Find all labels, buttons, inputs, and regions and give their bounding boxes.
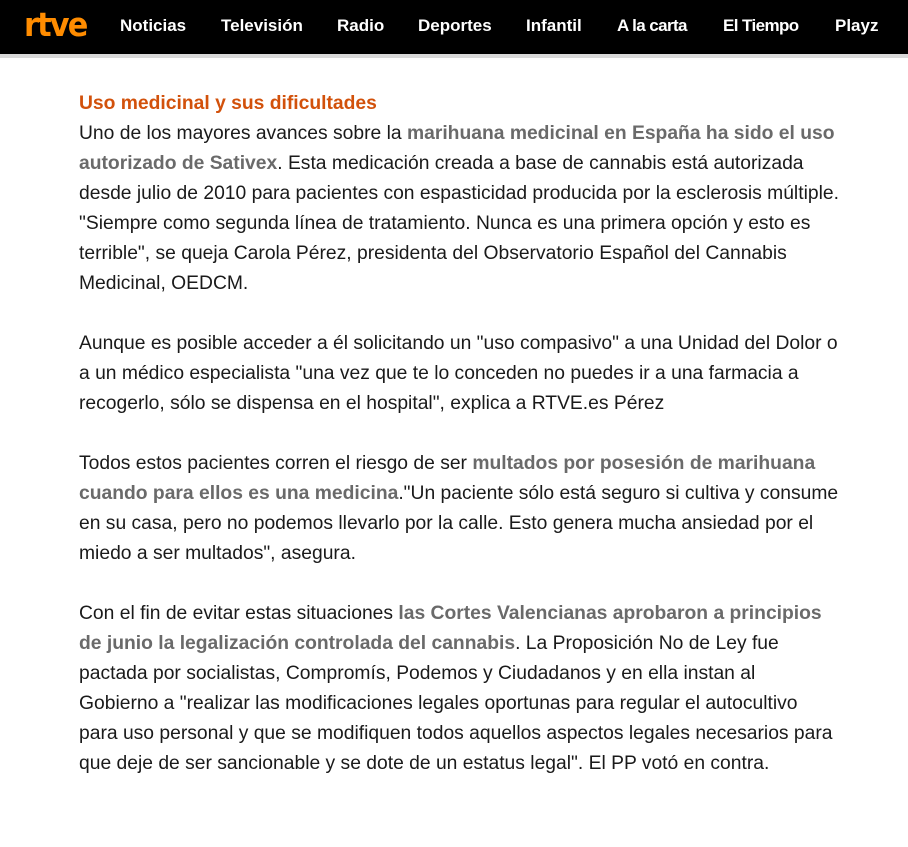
nav-item-playz[interactable]: Playz — [835, 16, 879, 35]
paragraph-cortes-valencianas — [79, 599, 839, 779]
nav-item-el-tiempo[interactable]: El Tiempo — [723, 16, 799, 35]
article-body — [79, 88, 839, 779]
nav-item-a-la-carta[interactable]: A la carta — [617, 16, 687, 35]
top-navigation-bar — [0, 0, 908, 58]
link-marihuana-medicinal[interactable]: marihuana medicinal en España ha sido el uso autorizado de Sativex — [79, 123, 835, 174]
nav-item-television[interactable]: Televisión — [221, 16, 303, 35]
rtve-logo[interactable]: rtve — [24, 5, 87, 44]
nav-item-deportes[interactable]: Deportes — [418, 16, 492, 35]
link-multados-posesion[interactable]: multados por posesión de marihuana cuando para ellos es una medicina — [79, 453, 816, 504]
paragraph-sativex — [79, 119, 839, 299]
paragraph-text: Con el fin de evitar estas situaciones — [79, 603, 399, 624]
nav-item-infantil[interactable]: Infantil — [526, 16, 582, 35]
paragraph-text: Uno de los mayores avances sobre la — [79, 123, 407, 144]
paragraph-text: Todos estos pacientes corren el riesgo de ser — [79, 453, 473, 474]
main-nav — [0, 0, 908, 54]
nav-item-radio[interactable]: Radio — [337, 16, 385, 35]
section-heading: Uso medicinal y sus dificultades — [79, 93, 377, 114]
paragraph-text: . Esta medicación creada a base de cannabis está autorizada desde julio de 2010 para pacientes con espasticidad producida por la esclerosis múltiple. "Siempre como segunda línea de tratamiento. Nunca es una primera opción y esto es terrible", se queja Carola Pérez, presidenta del Observatorio Español del Cannabis Medicinal, OEDCM. — [79, 153, 839, 294]
link-cortes-valencianas[interactable]: las Cortes Valencianas aprobaron a principios de junio la legalización controlada del cannabis — [79, 603, 822, 654]
nav-item-noticias[interactable]: Noticias — [120, 16, 187, 35]
paragraph-text: . La Proposición No de Ley fue pactada por socialistas, Compromís, Podemos y Ciudadanos y en ella instan al Gobierno a "realizar las modificaciones legales oportunas para regular el autocultivo para uso personal y que se modifiquen todos aquellos aspectos legales necesarios para que deje de ser sancionable y se dote de un estatus legal". El PP votó en contra. — [79, 633, 833, 774]
paragraph-uso-compasivo — [79, 329, 839, 419]
paragraph-text: Aunque es posible acceder a él solicitando un "uso compasivo" a una Unidad del Dolor o a un médico especialista "una vez que te lo conceden no puedes ir a una farmacia a recogerlo, sólo se dispensa en el hospital", explica a RTVE.es Pérez — [79, 333, 838, 414]
paragraph-text: ."Un paciente sólo está seguro si cultiva y consume en su casa, pero no podemos llevarlo por la calle. Esto genera mucha ansiedad por el miedo a ser multados", asegura. — [79, 483, 839, 564]
paragraph-multas — [79, 449, 839, 569]
